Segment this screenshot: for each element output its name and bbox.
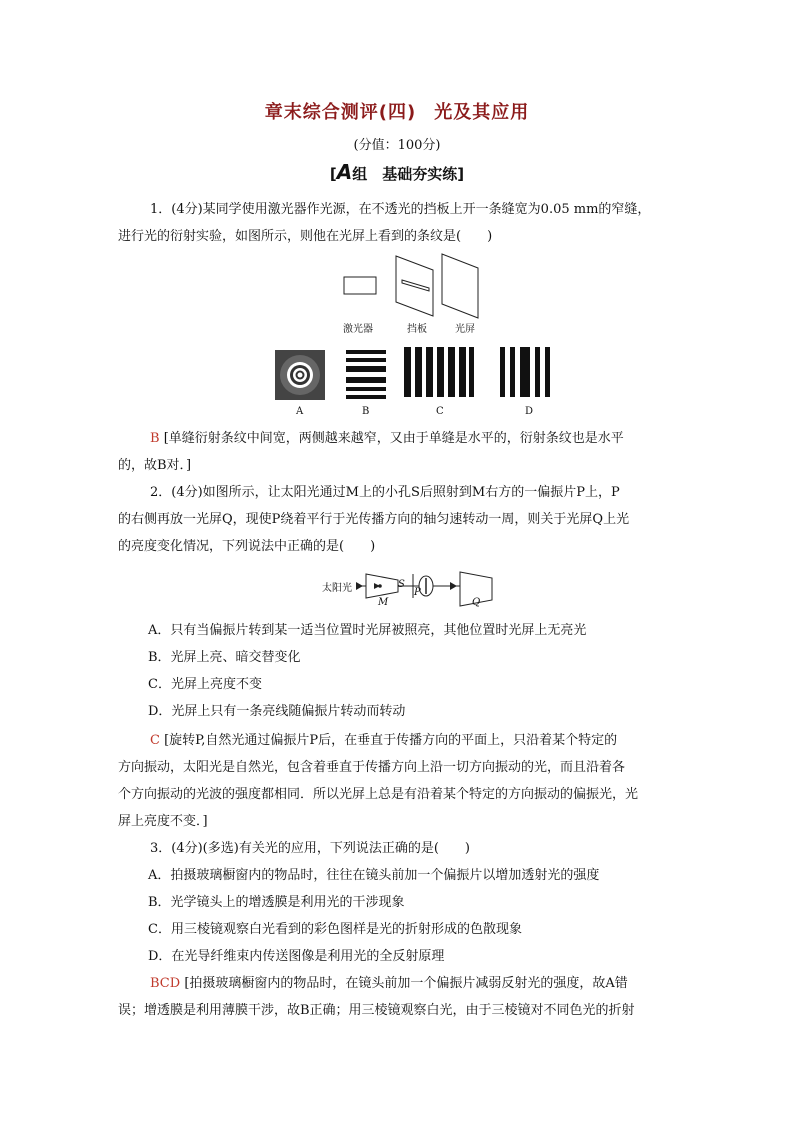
- answer-key: B: [150, 431, 160, 446]
- answer-line: [单缝衍射条纹中间宽，两侧越来越窄，又由于单缝是水平的，衍射条纹也是水平: [163, 431, 624, 446]
- answer-line: [旋转P,自然光通过偏振片P后，在垂直于传播方向的平面上，只沿着某个特定的: [164, 733, 618, 748]
- q1-stem: [118, 196, 678, 250]
- option-d-pattern: [500, 347, 550, 397]
- screen-shape: [442, 254, 478, 318]
- fig-label: P: [414, 587, 421, 598]
- q3-stem: [118, 835, 678, 862]
- title-part-b: 光及其应用: [434, 102, 530, 123]
- q2-option: B．光屏上亮、暗交替变化: [148, 650, 301, 665]
- fig-label: S: [398, 579, 405, 590]
- q2-option: A．只有当偏振片转到某一适当位置时光屏被照亮，其他位置时光屏上无亮光: [148, 623, 587, 638]
- q1-stem-line: 进行光的衍射实验，如图所示，则他在光屏上看到的条纹是( ): [118, 229, 493, 244]
- fig-label: Q: [472, 597, 481, 608]
- q3-option: A．拍摄玻璃橱窗内的物品时，往往在镜头前加一个偏振片以增加透射光的强度: [148, 868, 600, 883]
- option-b-pattern: [346, 350, 386, 400]
- group-letter: A: [336, 160, 353, 184]
- fig-label: 光屏: [455, 324, 475, 335]
- option-label: D: [525, 406, 534, 417]
- group-bracket-left: [: [329, 165, 337, 183]
- q3-option: B．光学镜头上的增透膜是利用光的干涉现象: [148, 895, 405, 910]
- group-bracket-right: ]: [457, 165, 465, 183]
- q3-option: D．在光导纤维束内传送图像是利用光的全反射原理: [148, 949, 445, 964]
- answer-line: 方向振动，太阳光是自然光，包含着垂直于传播方向上沿一切方向振动的光，而且沿着各: [118, 760, 626, 775]
- q2-option: D．光屏上只有一条亮线随偏振片转动而转动: [148, 704, 406, 719]
- answer-line: 的，故B对．]: [118, 458, 192, 473]
- option-a-pattern: [275, 350, 325, 400]
- fig-label: 太阳光: [322, 583, 352, 594]
- q2-answer: [118, 727, 678, 835]
- option-c-pattern: [404, 347, 474, 397]
- answer-line: 误；增透膜是利用薄膜干涉，故B正确；用三棱镜观察白光，由于三棱镜对不同色光的折射: [118, 1003, 635, 1018]
- q2-option: C．光屏上亮度不变: [148, 677, 262, 692]
- fig-label: M: [378, 597, 389, 608]
- option-label: C: [436, 406, 444, 417]
- fig-label: 激光器: [343, 324, 373, 335]
- answer-line: 屏上亮度不变．]: [118, 814, 208, 829]
- answer-line: 个方向振动的光波的强度都相同．所以光屏上总是有沿着某个特定的方向振动的偏振光，光: [118, 787, 639, 802]
- group-title: 组 基础夯实练: [352, 165, 458, 183]
- q1-stem-line: 1．(4分)某同学使用激光器作光源，在不透光的挡板上开一条缝宽为0.05 mm的窄缝，: [150, 202, 651, 217]
- score-line: (分值：100分): [353, 138, 441, 153]
- answer-key: C: [150, 733, 160, 748]
- page-title: [0, 98, 794, 124]
- laser-shape: [344, 277, 376, 294]
- answer-line: [拍摄玻璃橱窗内的物品时，在镜头前加一个偏振片减弱反射光的强度，故A错: [184, 976, 628, 991]
- q3-option: C．用三棱镜观察白光看到的彩色图样是光的折射形成的色散现象: [148, 922, 522, 937]
- barrier-m: [366, 574, 398, 598]
- q2-stem-line: 的右侧再放一光屏Q，现使P绕着平行于光传播方向的轴匀速转动一周，则关于光屏Q上光: [118, 512, 630, 527]
- option-label: A: [296, 406, 304, 417]
- q3-answer: [118, 970, 678, 1024]
- title-part-a: 章末综合测评(四): [264, 102, 417, 123]
- q1-answer: [118, 425, 678, 479]
- q2-stem: [118, 479, 678, 560]
- group-heading: [0, 160, 794, 184]
- q3-stem-line: 3．(4分)(多选)有关光的应用，下列说法正确的是( ): [150, 841, 470, 856]
- q2-stem-line: 的亮度变化情况，下列说法中正确的是( ): [118, 539, 376, 554]
- answer-key: BCD: [150, 976, 181, 991]
- option-label: B: [362, 406, 370, 417]
- fig-label: 挡板: [407, 324, 427, 335]
- q2-stem-line: 2．(4分)如图所示，让太阳光通过M上的小孔S后照射到M右方的一偏振片P上，P: [150, 485, 620, 500]
